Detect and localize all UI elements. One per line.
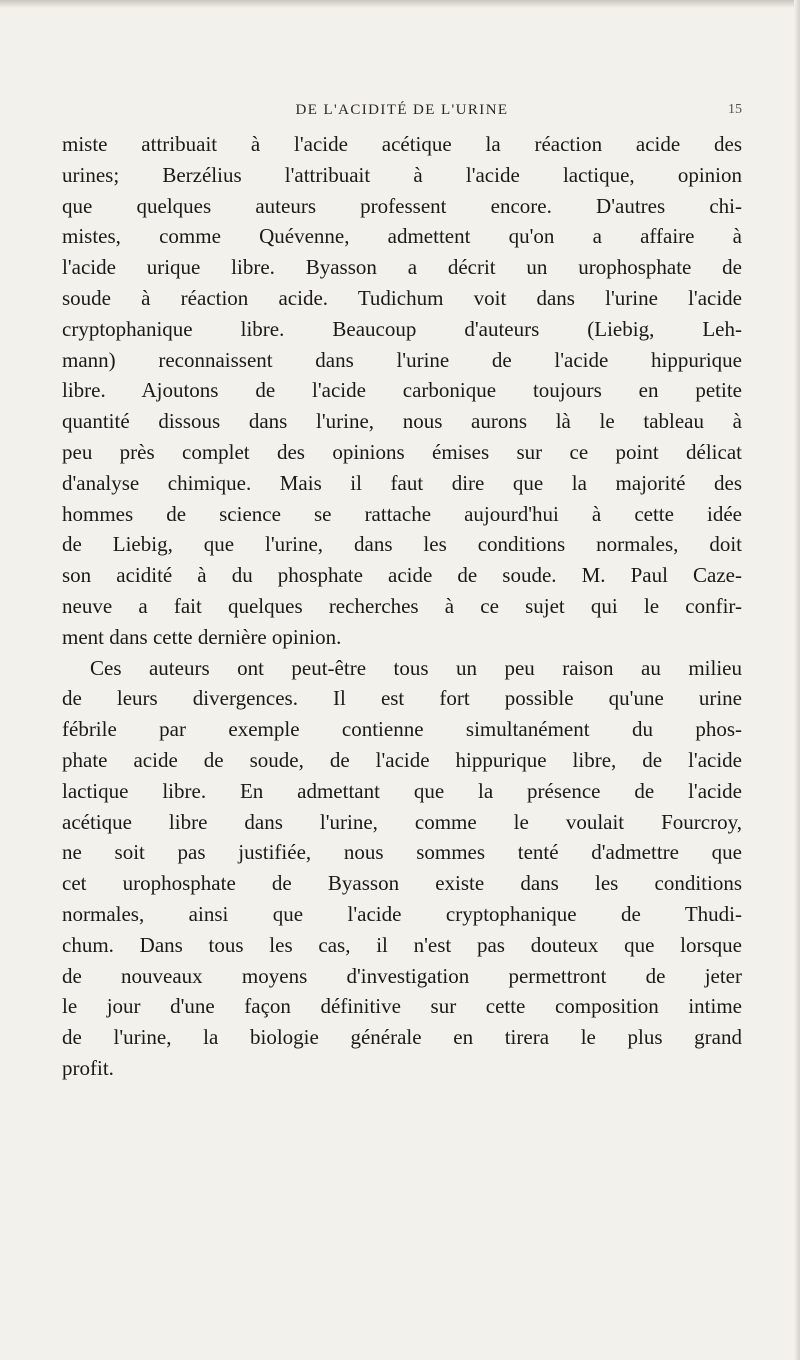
paragraph [62,129,742,653]
text-line: de Liebig, que l'urine, dans les conditions normales, doit [62,532,742,557]
text-line: profit. [62,1055,114,1080]
page-edge-top [0,0,800,8]
body-text [62,129,742,1084]
text-line: quantité dissous dans l'urine, nous aurons là le tableau à [62,409,742,434]
text-line: que quelques auteurs professent encore. D'autres chi- [62,193,742,218]
text-line: soude à réaction acide. Tudichum voit dans l'urine l'acide [62,285,742,310]
text-line: ne soit pas justifiée, nous sommes tenté d'admettre que [62,840,742,865]
text-line: Ces auteurs ont peut-être tous un peu raison au milieu [90,655,742,680]
text-line: chum. Dans tous les cas, il n'est pas douteux que lorsque [62,932,742,957]
text-line: cryptophanique libre. Beaucoup d'auteurs (Liebig, Leh- [62,316,742,341]
text-line: phate acide de soude, de l'acide hippurique libre, de l'acide [62,747,742,772]
text-line: de leurs divergences. Il est fort possible qu'une urine [62,686,742,711]
text-line: le jour d'une façon définitive sur cette composition intime [62,994,742,1019]
running-header [62,102,742,128]
text-line: urines; Berzélius l'attribuait à l'acide lactique, opinion [62,162,742,187]
text-line: mistes, comme Quévenne, admettent qu'on a affaire à [62,224,742,249]
header-title: DE L'ACIDITÉ DE L'URINE [295,102,509,118]
text-line: peu près complet des opinions émises sur ce point délicat [62,439,742,464]
paragraph [62,653,742,1084]
page-number: 15 [728,102,742,117]
text-line: l'acide urique libre. Byasson a décrit un urophosphate de [62,255,742,280]
text-line: acétique libre dans l'urine, comme le voulait Fourcroy, [62,809,742,834]
text-line: de nouveaux moyens d'investigation permettront de jeter [62,963,742,988]
text-line: miste attribuait à l'acide acétique la réaction acide des [62,132,742,156]
text-line: neuve a fait quelques recherches à ce sujet qui le confir- [62,593,742,618]
text-line: de l'urine, la biologie générale en tirera le plus grand [62,1025,742,1050]
page-edge-right [794,0,800,1360]
text-line: cet urophosphate de Byasson existe dans les conditions [62,871,742,896]
text-line: hommes de science se rattache aujourd'hui à cette idée [62,501,742,526]
text-line: ment dans cette dernière opinion. [62,624,342,649]
text-line: libre. Ajoutons de l'acide carbonique toujours en petite [62,378,742,403]
text-line: son acidité à du phosphate acide de soude. M. Paul Caze- [62,563,742,588]
text-line: fébrile par exemple contienne simultanément du phos- [62,717,742,742]
text-line: normales, ainsi que l'acide cryptophanique de Thudi- [62,901,742,926]
text-line: d'analyse chimique. Mais il faut dire que la majorité des [62,470,742,495]
text-line: mann) reconnaissent dans l'urine de l'acide hippurique [62,347,742,372]
text-line: lactique libre. En admettant que la présence de l'acide [62,778,742,803]
